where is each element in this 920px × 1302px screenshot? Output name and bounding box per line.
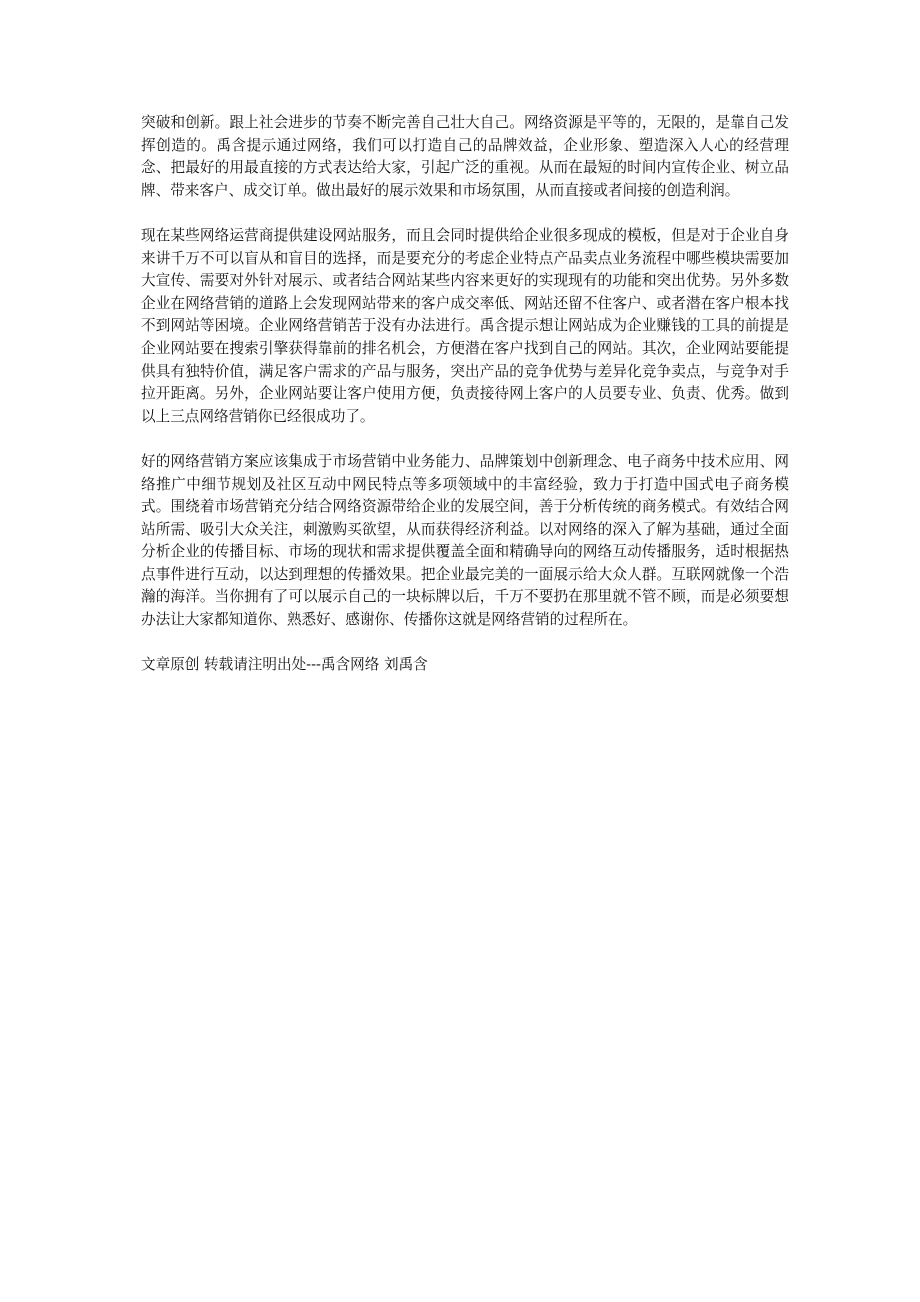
paragraph-2: 现在某些网络运营商提供建设网站服务，而且会同时提供给企业很多现成的模板，但是对于企业自身来讲千万不可以盲从和盲目的选择，而是要充分的考虑企业特点产品卖点业务流程中哪些模块需要加大宣传、需要对外针对展示、或者结合网站某些内容来更好的实现现有的功能和突出优势。另外多数企业在网络营销的道路上会发现网站带来的客户成交率低、网站还留不住客户、或者潜在客户根本找不到网站等困境。企业网络营销苦于没有办法进行。禹含提示想让网站成为企业赚钱的工具的前提是 企业网站要在搜索引擎获得靠前的排名机会，方便潜在客户找到自己的网站。其次，企业网站要能提供具有独特价值，满足客户需求的产品与服务，突出产品的竞争优势与差异化竞争卖点，与竞争对手拉开距离。另外，企业网站要让客户使用方便，负责接待网上客户的人员要专业、负责、优秀。做到以上三点网络营销你已经很成功了。 bbox=[141, 226, 789, 425]
document-body bbox=[141, 112, 789, 677]
author-signature: 文章原创 转载请注明出处---禹含网络 刘禹含 bbox=[141, 656, 428, 674]
paragraph-1: 突破和创新。跟上社会进步的节奏不断完善自己壮大自己。网络资源是平等的，无限的，是靠自己发挥创造的。禹含提示通过网络，我们可以打造自己的品牌效益，企业形象、塑造深入人心的经营理念、把最好的用最直接的方式表达给大家，引起广泛的重视。从而在最短的时间内宣传企业、树立品牌、带来客户、成交订单。做出最好的展示效果和市场氛围，从而直接或者间接的创造利润。 bbox=[141, 114, 789, 199]
paragraph-3: 好的网络营销方案应该集成于市场营销中业务能力、品牌策划中创新理念、电子商务中技术应用、网络推广中细节规划及社区互动中网民特点等多项领域中的丰富经验，致力于打造中国式电子商务模式。围绕着市场营销充分结合网络资源带给企业的发展空间，善于分析传统的商务模式。有效结合网站所需、吸引大众关注，刺激购买欲望，从而获得经济利益。以对网络的深入了解为基础，通过全面分析企业的传播目标、市场的现状和需求提供覆盖全面和精确导向的网络互动传播服务，适时根据热点事件进行互动，以达到理想的传播效果。把企业最完美的一面展示给大众人群。互联网就像一个浩瀚的海洋。当你拥有了可以展示自己的一块标牌以后，千万不要扔在那里就不管不顾，而是必须要想办法让大家都知道你、熟悉好、感谢你、传播你这就是网络营销的过程所在。 bbox=[141, 452, 789, 629]
